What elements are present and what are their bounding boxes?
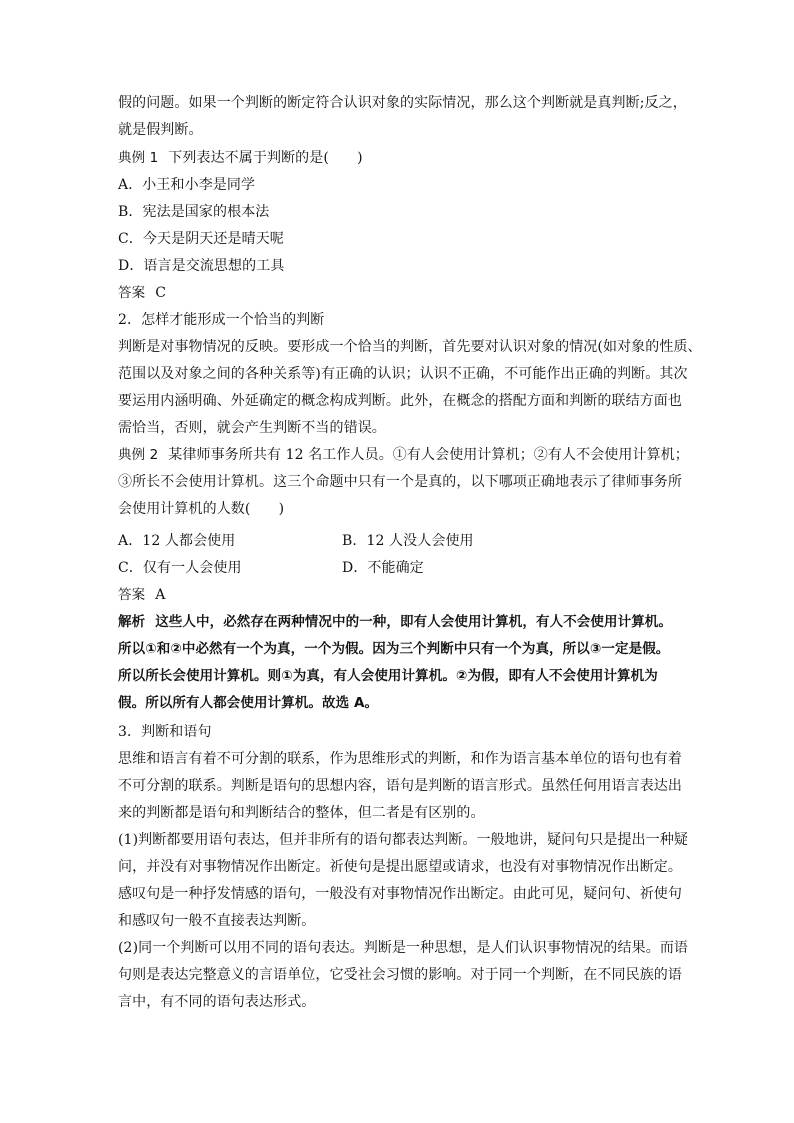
example-2-option-b: B．12 人没人会使用 — [342, 533, 474, 549]
section-3-p2-line-2: 问，并没有对事物情况作出断定。祈使句是提出愿望或请求，也没有对事物情况作出断定。 — [118, 859, 682, 875]
section-3-p3-line-3: 言中，有不同的语句表达形式。 — [118, 994, 316, 1010]
example-1-question-text: 下列表达不属于判断的是( ) — [168, 150, 363, 166]
example-2-answer-value: A — [155, 587, 166, 603]
example-2-options-row-2 — [118, 559, 678, 577]
intro-line-2: 就是假判断。 — [118, 122, 203, 138]
section-2-line-3: 要运用内涵明确、外延确定的概念构成判断。此外，在概念的搭配方面和判断的联结方面也 — [118, 393, 682, 409]
section-2-heading: 2．怎样才能形成一个恰当的判断 — [118, 312, 325, 328]
example-2-option-c: C．仅有一人会使用 — [118, 560, 242, 576]
section-3-heading: 3．判断和语句 — [118, 724, 212, 740]
example-2-question-line-1 — [118, 446, 689, 464]
section-3-p3-line-1: (2)同一个判断可以用不同的语句表达。判断是一种思想，是人们认识事物情况的结果。而语 — [118, 940, 689, 956]
example-2-answer — [118, 586, 678, 604]
example-2-option-a: A．12 人都会使用 — [118, 533, 236, 549]
section-2-line-4: 需恰当，否则，就会产生判断不当的错误。 — [118, 420, 386, 436]
example-2-option-d: D．不能确定 — [342, 560, 424, 576]
example-2-answer-label: 答案 — [118, 587, 146, 603]
section-3-p2-line-3: 感叹句是一种抒发情感的语句，一般没有对事物情况作出断定。由此可见，疑问句、祈使句 — [118, 886, 682, 902]
section-3-p2-line-1: (1)判断都要用语句表达，但并非所有的语句都表达判断。一般地讲，疑问句只是提出一种疑 — [118, 832, 689, 848]
section-3-p1-line-2: 不可分割的联系。判断是语句的思想内容，语句是判断的语言形式。虽然任何用语言表达出 — [118, 778, 682, 794]
section-3-p1-line-1: 思维和语言有着不可分割的联系，作为思维形式的判断，和作为语言基本单位的语句也有着 — [118, 751, 682, 767]
example-1-question — [118, 149, 678, 167]
intro-line-1: 假的问题。如果一个判断的断定符合认识对象的实际情况，那么这个判断就是真判断;反之， — [118, 95, 687, 111]
example-1-option-b: B．宪法是国家的根本法 — [118, 204, 270, 220]
example-2-label: 典例 2 — [118, 447, 159, 463]
example-1-option-a: A．小王和小李是同学 — [118, 177, 256, 193]
section-2-line-2: 范围以及对象之间的各种关系等)有正确的认识；认识不正确，不可能作出正确的判断。其次 — [118, 366, 688, 382]
example-1-option-d: D．语言是交流思想的工具 — [118, 258, 285, 274]
example-1-option-c: C．今天是阴天还是晴天呢 — [118, 231, 284, 247]
section-2-line-1: 判断是对事物情况的反映。要形成一个恰当的判断，首先要对认识对象的情况(如对象的性质、 — [118, 339, 702, 355]
example-2-question-line-3: 会使用计算机的人数( ) — [118, 501, 285, 517]
example-1-answer-label: 答案 — [118, 285, 146, 301]
example-1-answer — [118, 284, 678, 302]
section-3-p2-line-4: 和感叹句一般不直接表达判断。 — [118, 913, 316, 929]
example-2-analysis-line-1 — [118, 613, 678, 631]
example-1-answer-value: C — [155, 285, 167, 301]
example-2-analysis-label: 解析 — [118, 614, 146, 630]
example-2-analysis-line-2: 所以①和②中必然有一个为真，一个为假。因为三个判断中只有一个为真，所以③一定是假。 — [118, 641, 670, 657]
example-2-analysis-line-3: 所以所长会使用计算机。则①为真，有人会使用计算机。②为假，即有人不会使用计算机为 — [118, 668, 658, 684]
example-2-question-line-2: ③所长不会使用计算机。这三个命题中只有一个是真的，以下哪项正确地表示了律师事务所 — [118, 474, 682, 490]
example-2-analysis-text-1: 这些人中，必然存在两种情况中的一种，即有人会使用计算机，有人不会使用计算机。 — [155, 614, 673, 630]
section-3-p3-line-2: 句则是表达完整意义的言语单位，它受社会习惯的影响。对于同一个判断，在不同民族的语 — [118, 967, 682, 983]
example-2-analysis-line-4: 假。所以所有人都会使用计算机。故选 A。 — [118, 695, 379, 711]
example-1-label: 典例 1 — [118, 150, 159, 166]
example-2-options-row-1 — [118, 532, 678, 550]
section-3-p1-line-3: 来的判断都是语句和判断结合的整体，但二者是有区别的。 — [118, 805, 485, 821]
example-2-question-text-1: 某律师事务所共有 12 名工作人员。①有人会使用计算机；②有人不会使用计算机； — [168, 447, 689, 463]
